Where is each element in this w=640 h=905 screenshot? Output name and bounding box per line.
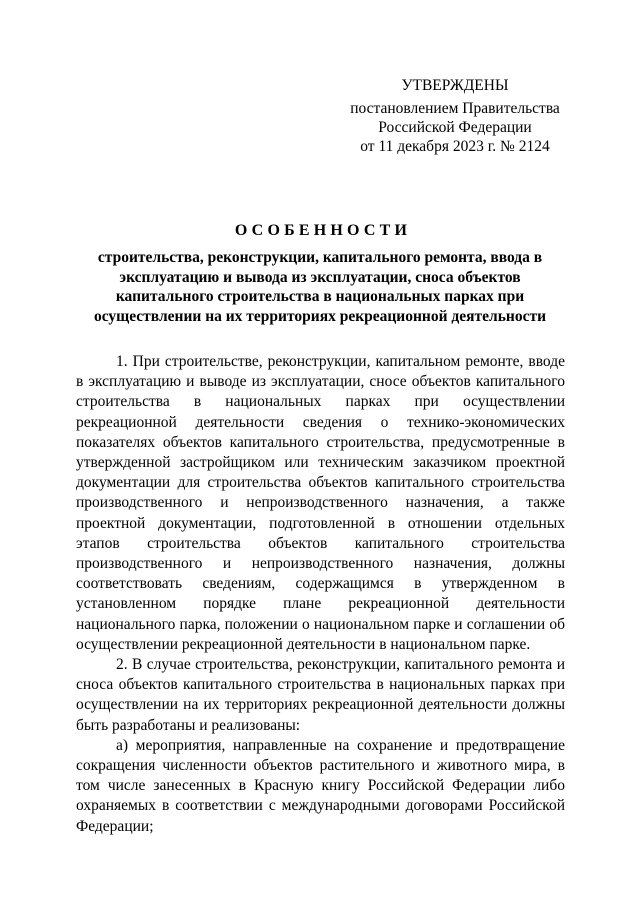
paragraph-1: 1. При строительстве, реконструкции, капитальном ремонте, вводе в эксплуатацию и выводе из эксплуатации, сносе объектов капитального строительства в национальных парках при осуществлении рекреационной деятельности сведения о технико-экономических показателях объектов капитального строительства, предусмотренные в утвержденной застройщиком или техническим заказчиком проектной документации для строительства объектов капитального строительства производственного и непроизводственного назначения, а также проектной документации, подготовленной в отношении отдельных этапов строительства объектов капитального строительства производственного и непроизводственного назначения, должны соответствовать сведениям, содержащимся в утвержденном в установленном порядке плане рекреационной деятельности национального парка, положении о национальном парке и соглашении об осуществлении рекреационной деятельности в национальном парке. [76, 353, 565, 653]
paragraph-2a: а) мероприятия, направленные на сохранение и предотвращение сокращения численности объектов растительного и животного мира, в том числе занесенных в Красную книгу Российской Федерации либо охраняемых в соответствии с международными договорами Российской Федерации; [76, 736, 565, 835]
document-title: ОСОБЕННОСТИ [234, 222, 412, 239]
approval-heading: УТВЕРЖДЕНЫ [401, 77, 509, 94]
document-body [76, 352, 565, 837]
approval-line-resolution: постановлением Правительства [350, 100, 560, 117]
paragraph-2: 2. В случае строительства, реконструкции, капитального ремонта и сноса объектов капитального строительства в национальных парках при осуществлении на их территориях рекреационной деятельности должны быть разработаны и реализованы: [76, 656, 565, 734]
approval-line-government: Российской Федерации [378, 119, 532, 136]
approval-block [340, 76, 570, 156]
document-subtitle: строительства, реконструкции, капитального ремонта, ввода в эксплуатацию и вывода из эксплуатации, сноса объектов капитального строительства в национальных парках при осуществлении на их территориях рекреационной деятельности [93, 249, 547, 325]
approval-line-date: от 11 декабря 2023 г. № 2124 [360, 138, 550, 155]
